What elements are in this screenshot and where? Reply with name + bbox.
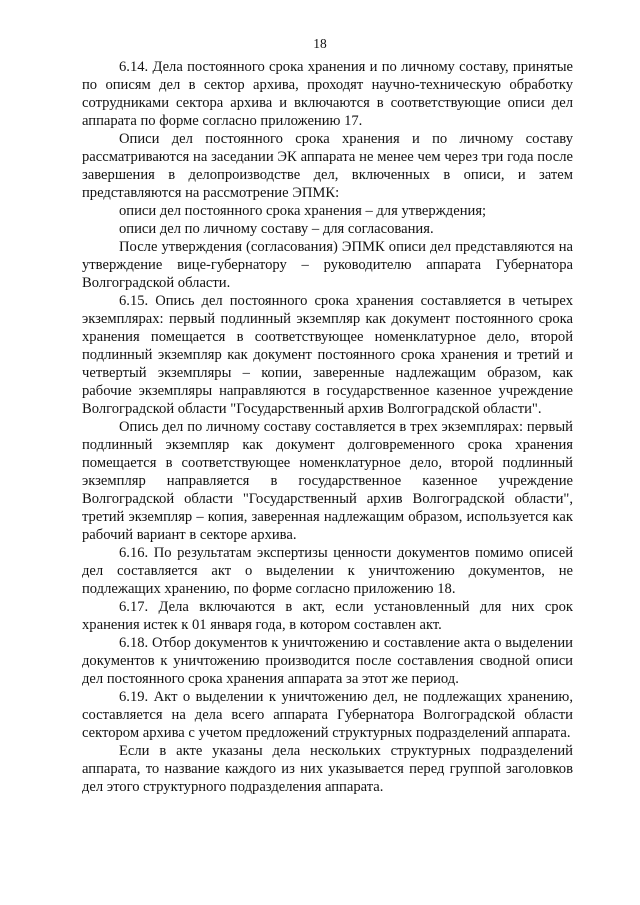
paragraph-6-17: 6.17. Дела включаются в акт, если установленный для них срок хранения истек к 01 января года, в котором составлен акт.	[82, 599, 573, 633]
page-number: 18	[313, 36, 327, 51]
list-item-agreement: описи дел по личному составу – для согласования.	[119, 221, 434, 237]
paragraph-6-18: 6.18. Отбор документов к уничтожению и составление акта о выделении документов к уничтожению производится после составления сводной описи дел постоянного срока хранения аппарата за этот же период.	[82, 635, 573, 687]
paragraph-6-16: 6.16. По результатам экспертизы ценности документов помимо описей дел составляется акт о выделении к уничтожению документов, не подлежащих хранению, по форме согласно приложению 18.	[82, 545, 573, 597]
paragraph-multiple-departments: Если в акте указаны дела нескольких структурных подразделений аппарата, то название каждого из них указывается перед группой заголовков дел этого структурного подразделения аппарата.	[82, 743, 573, 795]
paragraph-6-19: 6.19. Акт о выделении к уничтожению дел, не подлежащих хранению, составляется на дела всего аппарата Губернатора Волгоградской области сектором архива с учетом предложений структурных подразделений аппарата.	[82, 689, 573, 741]
paragraph-after-approval: После утверждения (согласования) ЭПМК описи дел представляются на утверждение вице-губернатору – руководителю аппарата Губернатора Волгоградской области.	[82, 239, 573, 291]
paragraph-6-14: 6.14. Дела постоянного срока хранения и по личному составу, принятые по описям дел в сектор архива, проходят научно-техническую обработку сотрудниками сектора архива и включаются в соответствующие описи дел аппарата по форме согласно приложению 17.	[82, 59, 573, 129]
paragraph-6-15: 6.15. Опись дел постоянного срока хранения составляется в четырех экземплярах: первый подлинный экземпляр как документ постоянного срока хранения помещается в соответствующее номенклатурное дело, второй подлинный экземпляр как документ постоянного срока хранения и третий и четвертый экземпляры – копии, заверенные надлежащим образом, как рабочие экземпляры направляются в государственное казенное учреждение Волгоградской области "Государственный архив Волгоградской области".	[82, 293, 573, 417]
document-body	[82, 58, 573, 796]
list-item-approval: описи дел постоянного срока хранения – для утверждения;	[119, 203, 487, 219]
paragraph-inventory-review: Описи дел постоянного срока хранения и по личному составу рассматриваются на заседании ЭК аппарата не менее чем через три года после завершения в делопроизводстве дел, включенных в описи, и затем представляются на рассмотрение ЭПМК:	[82, 131, 573, 201]
paragraph-personnel-inventory: Опись дел по личному составу составляется в трех экземплярах: первый подлинный экземпляр как документ долговременного срока хранения помещается в соответствующее номенклатурное дело, второй подлинный экземпляр направляется в государственное казенное учреждение Волгоградской области "Государственный архив Волгоградской области", третий экземпляр – копия, заверенная надлежащим образом, используется как рабочий вариант в секторе архива.	[82, 419, 573, 543]
